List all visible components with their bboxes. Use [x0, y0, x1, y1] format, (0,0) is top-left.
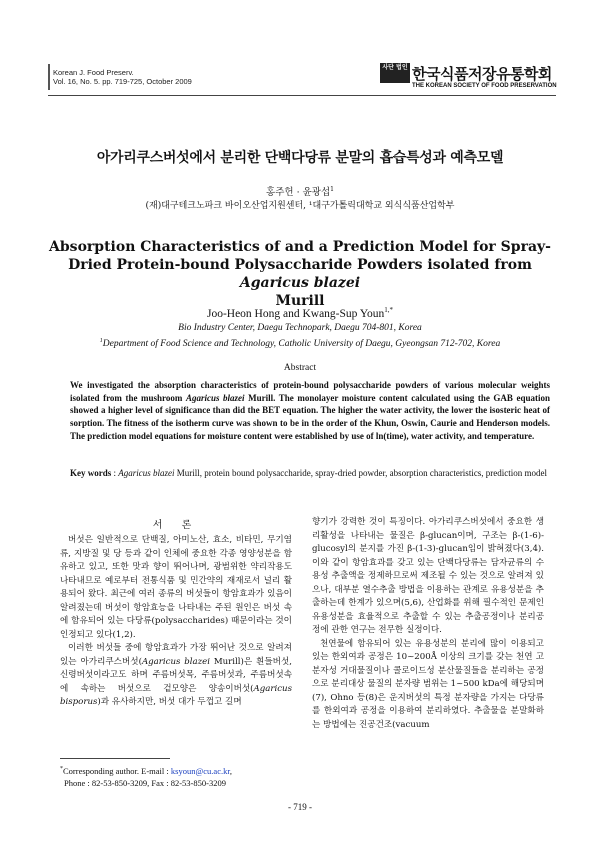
keywords: Key words : Agaricus blazei Murill, protein bound polysaccharide, spray-dried powder, absorption characteristics, prediction model — [70, 468, 548, 478]
korean-authors: 홍주헌 · 윤광섭$^1$ — [266, 185, 334, 198]
korean-affiliation: (재)대구테크노파크 바이오산업지원센터, ¹대구가톨릭대학교 외식식품산업학부 — [145, 201, 455, 211]
abstract-heading: Abstract — [283, 363, 317, 373]
english-affiliation: Bio Industry Center, Daegu Technopark, Daegu 704-801, Korea $^1$Department of Food Science and Technology, Catholic University of Daegu, Gyeongsan 712-702, Korea — [99, 323, 501, 350]
section-heading-intro: 서 론 — [152, 520, 200, 531]
footnote: *Corresponding author. E-mail : ksyoun@cu.ac.kr, Phone : 82-53-850-3209, Fax : 82-53-850-3209 — [60, 765, 232, 788]
paragraph: 천연물에 함유되어 있는 유용성분의 분리에 많이 이용되고 있는 한외여과 공정은 10~200Å 이상의 크기를 갖는 천연 고분자성 거대물질이나 콜로이드성 분산물질들을 분리하는 공정으로 분리대상 물질의 분자량 범위는 1~500 kDa에 해당되며(7), Ohno 등(8)은 운지버섯의 특정 분자량을 가지는 다당류를 한외여과 공정을 이용하여 분리하였다. 추출물을 분말화하는 방법에는 진공건조(vacuum — [312, 638, 544, 730]
header-rule — [48, 95, 556, 96]
society-name-ko: 한국식품저장유통학회 — [412, 65, 552, 83]
page-number: - 719 - — [288, 802, 312, 812]
society-logo — [380, 63, 556, 91]
english-authors: Joo-Heon Hong and Kwang-Sup Youn$^{1,*}$ — [206, 306, 394, 320]
journal-volume: Vol. 16, No. 5. pp. 719-725, October 2009 — [53, 77, 192, 86]
header-accent-bar — [48, 64, 50, 90]
journal-citation — [53, 68, 192, 86]
body-column-right — [312, 516, 544, 732]
paragraph: 이러한 버섯들 중에 항암효과가 가장 뛰어난 것으로 알려져 있는 아가리쿠스버섯(Agaricus blazei Murill)은 흰들버섯, 신령버섯이라고도 하며 주름버섯목, 주름버섯과, 주름버섯속에 속하는 버섯으로 겉모양은 양송이버섯(Agaricus bisporus)과 유사하지만, 버섯 대가 두껍고 길며 — [60, 643, 292, 707]
journal-name: Korean J. Food Preserv. — [53, 68, 134, 77]
english-title: Absorption Characteristics of and a Prediction Model for Spray-Dried Protein-bound Polysaccharide Powders isolated from Agaricus blazei Murill — [49, 239, 551, 309]
footnote-rule — [60, 758, 170, 759]
society-mark: 사단 법인 — [380, 63, 410, 83]
abstract-body: We investigated the absorption characteristics of protein-bound polysaccharide powders of various molecular weights isolated from the mushroom Agaricus blazei Murill. The monolayer moisture content calculated using the GAB equation showed a higher level of significance than did the BET equation. The higher the water activity, the lower the isosteric heat of sorption. The fitness of the isotherm curve was shown to be in the order of the Khun, Oswin, Caurie and Henderson models. The prediction model equations for moisture content were established by use of ln(time), water activity, and temperature. — [70, 380, 550, 441]
korean-title: 아가리쿠스버섯에서 분리한 단백다당류 분말의 흡습특성과 예측모델 — [96, 150, 504, 166]
paragraph: 버섯은 일반적으로 단백질, 아미노산, 효소, 비타민, 무기염류, 지방질 및 당 등과 같이 인체에 중요한 각종 영양성분을 함유하고 있고, 또한 맛과 향이 뛰어나며, 광범위한 약리작용도 나타내므로 예로부터 전통식품 및 민간약의 재재로서 널리 활용되어 왔다. 최근에 여러 종류의 버섯들이 항암효과가 있음이 알려졌는데 버섯이 항암효능을 나타내는 주된 원인은 버섯 속에 함유되어 있는 다당류(polysaccharides) 때문이라는 것이 인정되고 있다(1,2). — [60, 535, 292, 640]
email-link[interactable]: ksyoun@cu.ac.kr — [170, 765, 230, 776]
society-name-en: THE KOREAN SOCIETY OF FOOD PRESERVATION — [412, 83, 557, 89]
paragraph: 향기가 강력한 것이 특징이다. 아가리쿠스버섯에서 중요한 생리활성을 나타내는 물질은 β-glucan이며, 구조는 β-(1-6)-glucosyl의 분지를 가진 β-(1-3)-glucan임이 밝혀졌다(3,4). 이와 같이 항암효과를 갖고 있는 단백다당류는 담자균류의 수용성 추출액을 정제하므로써 제조될 수 있는 것으로 알려져 있으나, 대부분 열수추출 방법을 이용하는 관계로 유용성분을 추출하는데 한계가 있으며(5,6), 산업화를 위해 필수적인 문제인 유용성분을 효율적으로 추출할 수 있는 추출공정이나 분리공정에 관한 연구는 전무한 실정이다. — [312, 517, 544, 635]
body-column-left — [60, 534, 292, 710]
